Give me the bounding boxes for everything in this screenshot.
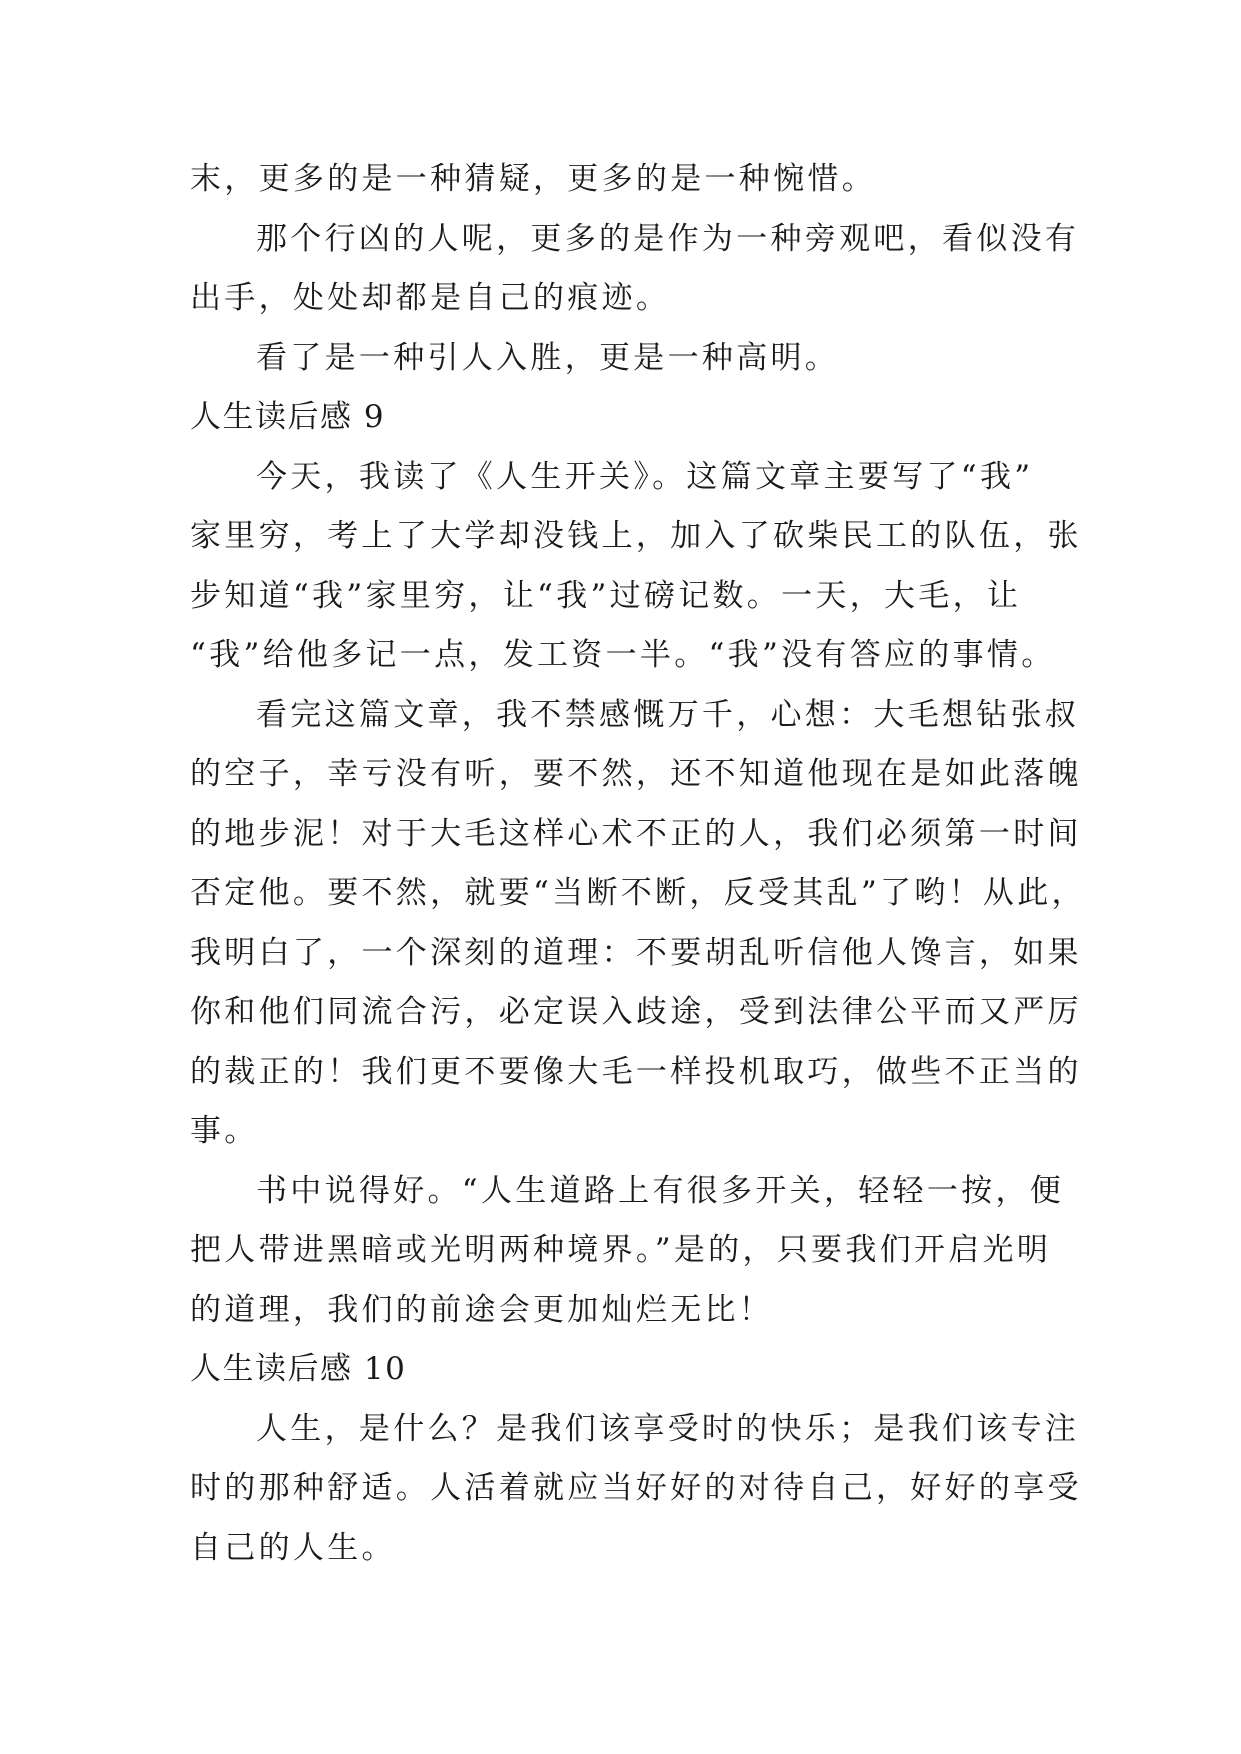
text-line: 的裁正的！我们更不要像大毛一样投机取巧，做些不正当的 bbox=[190, 1053, 1082, 1090]
text-line: 人生，是什么？是我们该享受时的快乐；是我们该专注 bbox=[256, 1410, 1080, 1447]
text-line: 末，更多的是一种猜疑，更多的是一种惋惜。 bbox=[190, 161, 876, 197]
text-line: 书中说得好。“人生道路上有很多开关，轻轻一按，便 bbox=[256, 1172, 1065, 1209]
text-line: 步知道“我”家里穷，让“我”过磅记数。一天，大毛，让 bbox=[190, 577, 1022, 614]
section-heading: 人生读后感 10 bbox=[190, 1351, 407, 1387]
text-line: “我”给他多记一点，发工资一半。“我”没有答应的事情。 bbox=[190, 637, 1056, 673]
text-line: 自己的人生。 bbox=[190, 1529, 396, 1566]
text-line: 今天，我读了《人生开关》。这篇文章主要写了“我” bbox=[256, 458, 1034, 495]
text-line: 看完这篇文章，我不禁感慨万千，心想：大毛想钻张叔 bbox=[256, 696, 1080, 733]
text-line: 的地步泥！对于大毛这样心术不正的人，我们必须第一时间 bbox=[190, 815, 1082, 852]
text-line: 我明白了，一个深刻的道理：不要胡乱听信他人馋言，如果 bbox=[190, 934, 1082, 971]
text-line: 那个行凶的人呢，更多的是作为一种旁观吧，看似没有 bbox=[256, 220, 1080, 257]
text-line: 否定他。要不然，就要“当断不断，反受其乱”了哟！从此， bbox=[190, 875, 1086, 911]
text-line: 时的那种舒适。人活着就应当好好的对待自己，好好的享受 bbox=[190, 1470, 1082, 1506]
text-line: 家里穷，考上了大学却没钱上，加入了砍柴民工的队伍，张 bbox=[190, 518, 1082, 554]
text-line: 的道理，我们的前途会更加灿烂无比！ bbox=[190, 1291, 774, 1328]
document-body bbox=[190, 150, 1086, 1578]
text-line: 的空子，幸亏没有听，要不然，还不知道他现在是如此落魄 bbox=[190, 756, 1082, 792]
text-line: 事。 bbox=[190, 1113, 259, 1149]
text-line: 看了是一种引人入胜，更是一种高明。 bbox=[256, 339, 840, 376]
text-line: 出手，处处却都是自己的痕迹。 bbox=[190, 280, 671, 316]
text-line: 你和他们同流合污，必定误入歧途，受到法律公平而又严厉 bbox=[190, 994, 1082, 1030]
section-heading: 人生读后感 9 bbox=[190, 399, 386, 435]
text-line: 把人带进黑暗或光明两种境界。”是的，只要我们开启光明 bbox=[190, 1232, 1052, 1268]
